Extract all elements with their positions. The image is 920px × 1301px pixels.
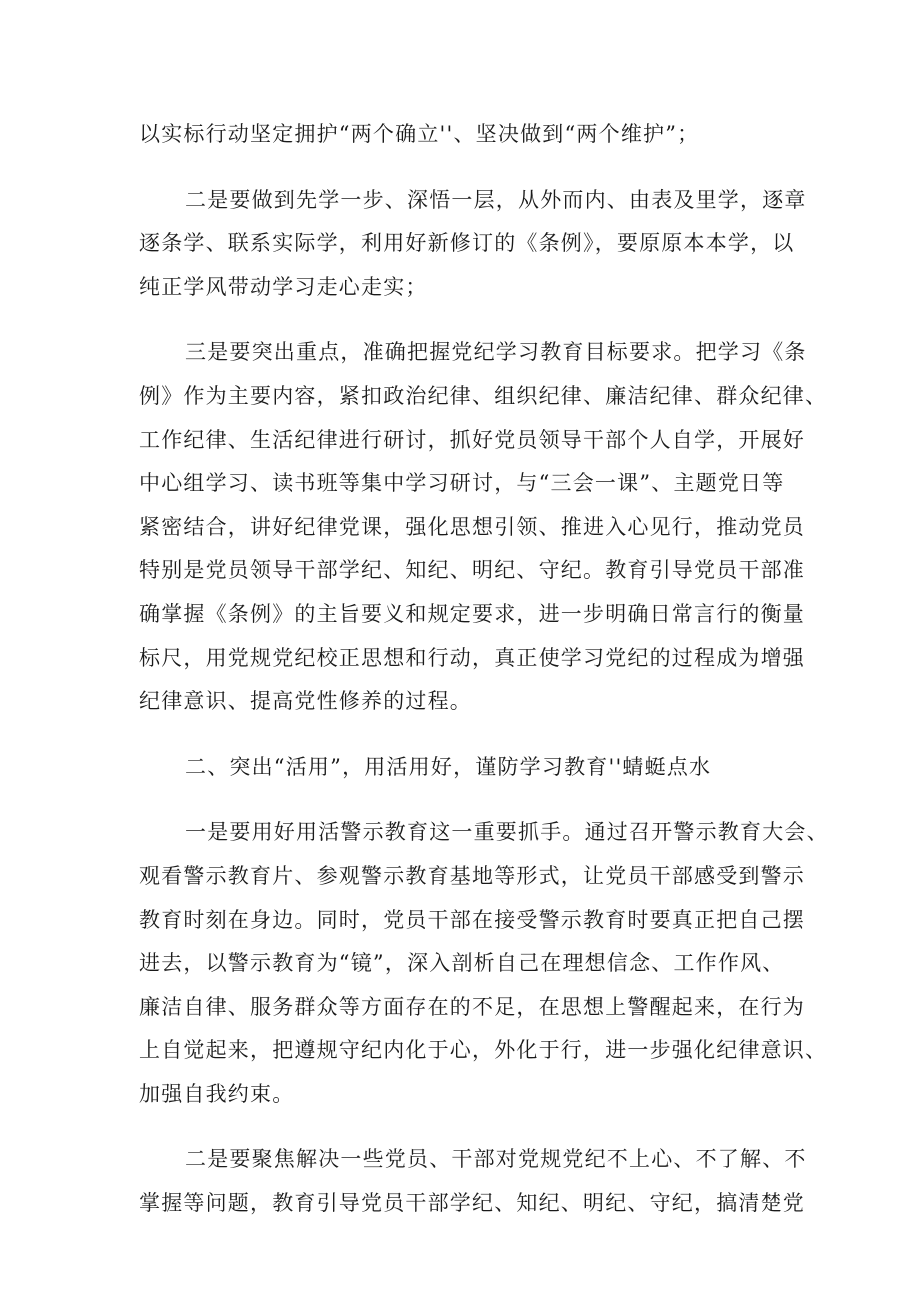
text-line: 以实标行动坚定拥护“两个确立''、坚决做到“两个维护”； xyxy=(139,122,700,146)
text-line: 纯正学风带动学习走心走实； xyxy=(139,274,428,299)
paragraph-3 xyxy=(139,331,828,723)
text-line: 掌握等问题，教育引导党员干部学纪、知纪、明纪、守纪，搞清楚党 xyxy=(139,1191,805,1216)
text-line: 加强自我约束。 xyxy=(139,1081,295,1106)
text-line: 教育时刻在身边。同时，党员干部在接受警示教育时要真正把自己摆 xyxy=(139,907,805,932)
text-line: 二是要聚焦解决一些党员、干部对党规党纪不上心、不了解、不 xyxy=(185,1147,807,1172)
text-line: 标尺，用党规党纪校正思想和行动，真正使学习党纪的过程成为增强 xyxy=(139,645,805,670)
paragraph-6 xyxy=(139,1138,807,1225)
text-line: 廉洁自律、服务群众等方面存在的不足，在思想上警醒起来，在行为 xyxy=(139,994,805,1019)
text-line: 紧密结合，讲好纪律党课，强化思想引领、推进入心见行，推动党员 xyxy=(139,514,805,539)
section-heading xyxy=(139,746,789,790)
paragraph-5 xyxy=(139,811,829,1116)
text-line: 三是要突出重点，准确把握党纪学习教育目标要求。把学习《条 xyxy=(185,340,807,365)
text-line: 纪律意识、提高党性修养的过程。 xyxy=(139,689,472,714)
text-line: 例》作为主要内容，紧扣政治纪律、组织纪律、廉洁纪律、群众纪律、 xyxy=(139,383,828,408)
text-line: 一是要用好用活警示教育这一重要抓手。通过召开警示教育大会、 xyxy=(185,820,829,845)
body-text xyxy=(139,113,829,1226)
text-line: 进去，以警示教育为“镜”，深入剖析自己在理想信念、工作作风、 xyxy=(139,951,785,976)
paragraph-2 xyxy=(139,179,807,310)
text-line: 特别是党员领导干部学纪、知纪、明纪、守纪。教育引导党员干部准 xyxy=(139,558,805,583)
text-line: 确掌握《条例》的主旨要义和规定要求，进一步明确日常言行的衡量 xyxy=(139,601,805,626)
text-line: 上自觉起来，把遵规守纪内化于心，外化于行，进一步强化纪律意识、 xyxy=(139,1038,828,1063)
paragraph-1 xyxy=(139,113,789,157)
text-line: 中心组学习、读书班等集中学习研讨，与“三会一课”、主题党日等 xyxy=(139,471,785,496)
text-line: 工作纪律、生活纪律进行研讨，抓好党员领导干部个人自学，开展好 xyxy=(139,427,805,452)
text-line: 逐条学、联系实际学，利用好新修订的《条例》，要原原本本学，以 xyxy=(139,231,795,256)
text-line: 二是要做到先学一步、深悟一层，从外而内、由表及里学，逐章 xyxy=(185,187,807,212)
text-line: 观看警示教育片、参观警示教育基地等形式，让党员干部感受到警示 xyxy=(139,863,805,888)
heading-line: 二、突出“活用”，用活用好，谨防学习教育''蜻蜓点水 xyxy=(185,754,712,779)
